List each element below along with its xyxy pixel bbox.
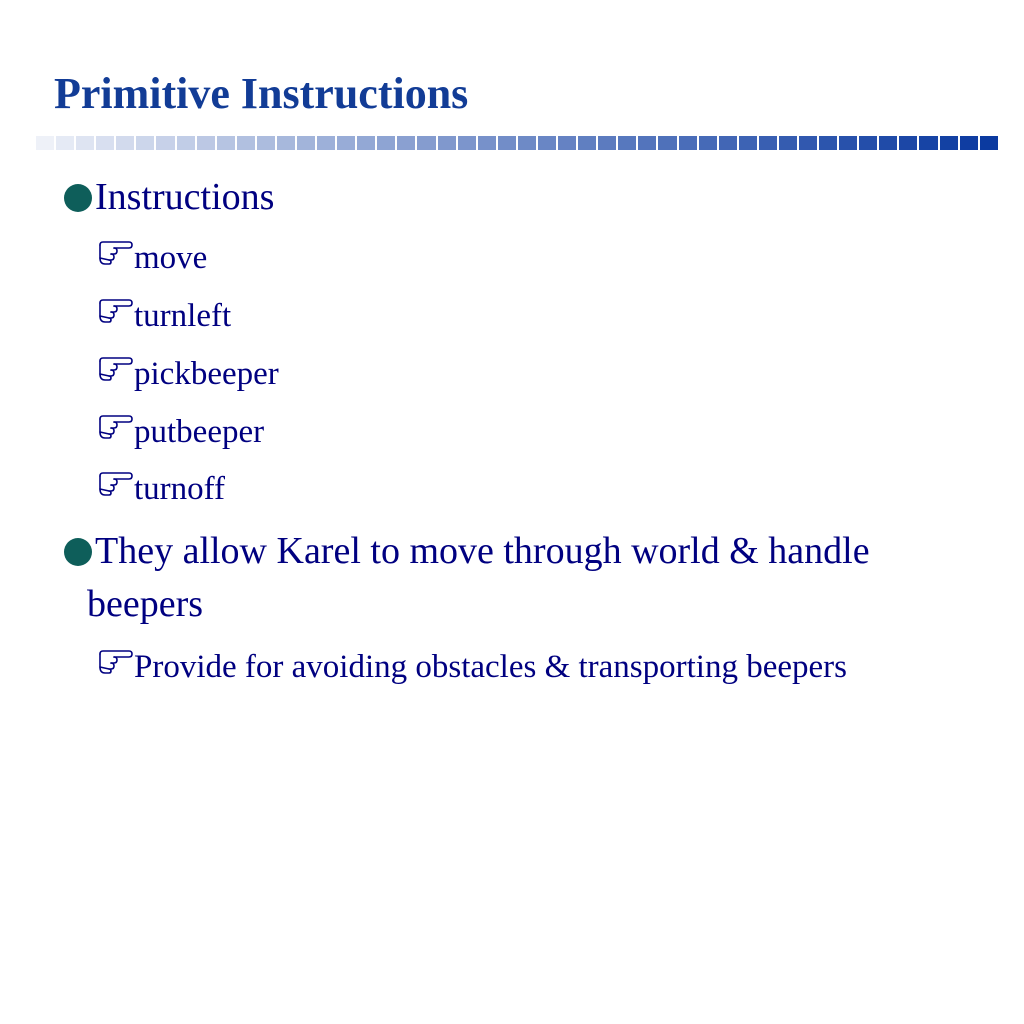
pointing-hand-icon: [98, 236, 134, 266]
slide-title: Primitive Instructions: [54, 69, 469, 118]
sub-bullet-pickbeeper: [98, 350, 898, 398]
sub-bullet-text: turnoff: [134, 471, 226, 507]
sub-bullet-move: [98, 234, 898, 282]
pointing-hand-icon: [98, 645, 134, 675]
sub-bullet-text: turnleft: [134, 298, 232, 334]
bullet-text: They allow Karel to move through world & handle beepers: [87, 530, 870, 625]
pointing-hand-icon: [98, 294, 134, 324]
bullet-dot-icon: [64, 184, 92, 212]
sub-bullet-obstacles: [98, 643, 888, 691]
bullet-text: Instructions: [95, 176, 275, 218]
sub-bullet-text: pickbeeper: [134, 356, 279, 392]
sub-bullet-text: Provide for avoiding obstacles & transporting beepers: [134, 649, 847, 685]
sub-bullet-turnoff: [98, 465, 898, 513]
sub-bullet-putbeeper: [98, 408, 898, 456]
pointing-hand-icon: [98, 410, 134, 440]
sub-bullet-turnleft: [98, 292, 898, 340]
sub-bullet-text: putbeeper: [134, 414, 265, 450]
bullet-instructions: [62, 171, 942, 224]
pointing-hand-icon: [98, 352, 134, 382]
bullet-dot-icon: [64, 538, 92, 566]
bullet-karel-movement: [62, 525, 922, 631]
pointing-hand-icon: [98, 467, 134, 497]
sub-bullet-text: move: [134, 240, 208, 276]
